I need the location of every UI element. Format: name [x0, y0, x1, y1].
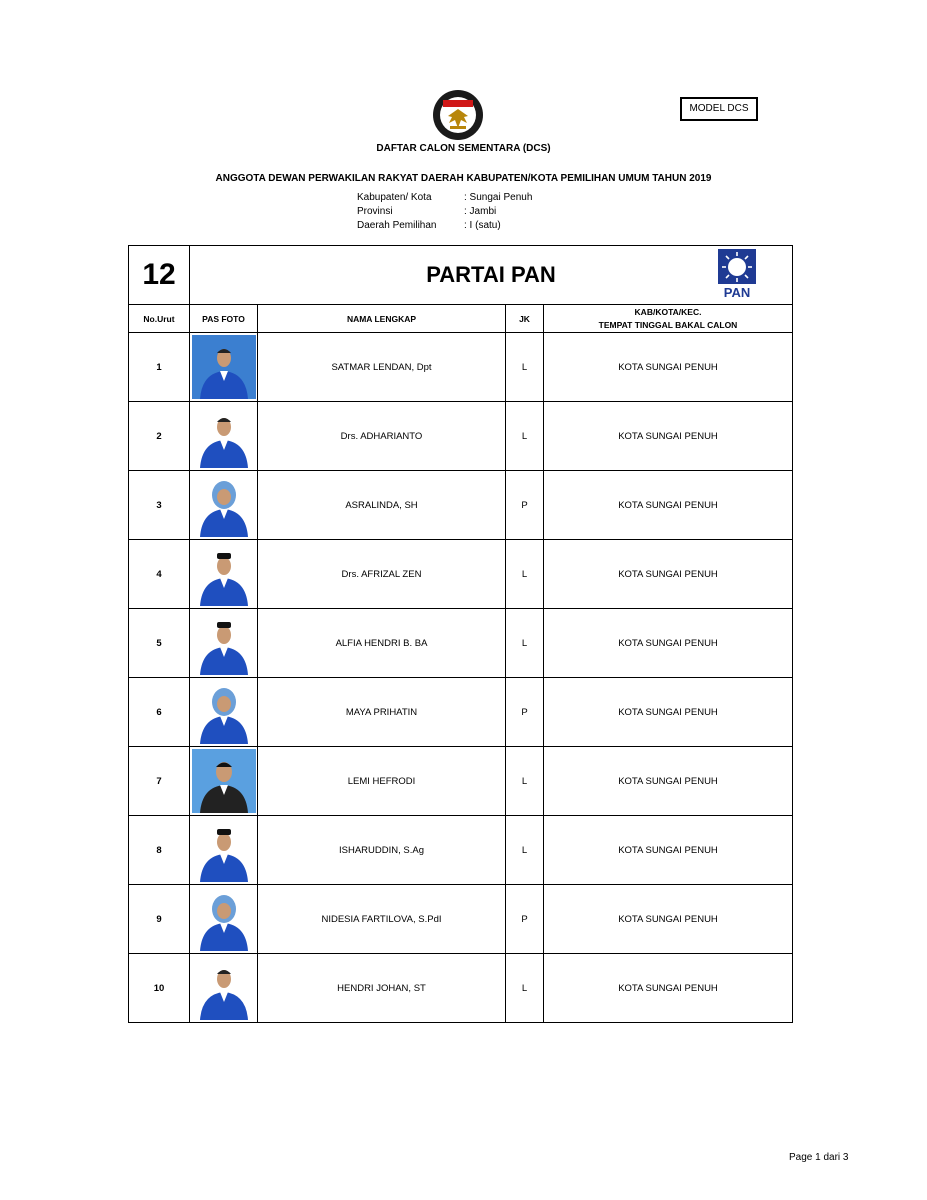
meta-label: Provinsi — [357, 206, 393, 217]
table-row — [129, 402, 793, 471]
column-header-row — [129, 305, 793, 333]
candidate-photo-cell — [190, 678, 258, 747]
region-info — [357, 191, 532, 233]
kpu-logo — [432, 88, 484, 142]
col-header-name: NAMA LENGKAP — [258, 305, 506, 333]
candidate-photo-cell — [190, 540, 258, 609]
candidate-gender: L — [506, 954, 544, 1023]
candidate-residence: KOTA SUNGAI PENUH — [544, 954, 793, 1023]
candidate-number: 3 — [129, 471, 190, 540]
candidate-number: 8 — [129, 816, 190, 885]
table-row — [129, 678, 793, 747]
candidate-residence: KOTA SUNGAI PENUH — [544, 747, 793, 816]
candidate-photo-cell — [190, 885, 258, 954]
candidate-gender: L — [506, 816, 544, 885]
candidate-number: 10 — [129, 954, 190, 1023]
candidate-number: 4 — [129, 540, 190, 609]
col-header-no: No.Urut — [129, 305, 190, 333]
table-row — [129, 816, 793, 885]
candidate-table — [128, 245, 793, 1023]
col-header-place — [544, 305, 793, 333]
candidate-number: 6 — [129, 678, 190, 747]
candidate-name: ISHARUDDIN, S.Ag — [258, 816, 506, 885]
candidate-name: SATMAR LENDAN, Dpt — [258, 333, 506, 402]
candidate-residence: KOTA SUNGAI PENUH — [544, 609, 793, 678]
candidate-gender: L — [506, 747, 544, 816]
party-number: 12 — [129, 246, 190, 305]
candidate-gender: P — [506, 678, 544, 747]
candidate-photo — [190, 333, 257, 401]
candidate-photo — [190, 885, 257, 953]
table-row — [129, 471, 793, 540]
candidate-residence: KOTA SUNGAI PENUH — [544, 816, 793, 885]
table-row — [129, 885, 793, 954]
candidate-photo — [190, 471, 257, 539]
candidate-photo — [190, 402, 257, 470]
col-header-place-line2: TEMPAT TINGGAL BAKAL CALON — [598, 319, 738, 330]
party-header-row — [129, 246, 793, 305]
table-row — [129, 333, 793, 402]
pan-logo-text: PAN — [723, 285, 751, 300]
candidate-name: LEMI HEFRODI — [258, 747, 506, 816]
candidate-number: 9 — [129, 885, 190, 954]
candidate-photo — [190, 954, 257, 1022]
candidate-name: HENDRI JOHAN, ST — [258, 954, 506, 1023]
table-row — [129, 747, 793, 816]
candidate-number: 5 — [129, 609, 190, 678]
candidate-name: MAYA PRIHATIN — [258, 678, 506, 747]
document-title: DAFTAR CALON SEMENTARA (DCS) — [376, 143, 551, 154]
candidate-name: Drs. AFRIZAL ZEN — [258, 540, 506, 609]
party-name: PARTAI PAN — [426, 262, 556, 287]
candidate-photo-cell — [190, 402, 258, 471]
page-number: Page 1 dari 3 — [789, 1152, 849, 1163]
candidate-residence: KOTA SUNGAI PENUH — [544, 402, 793, 471]
col-header-photo: PAS FOTO — [190, 305, 258, 333]
meta-value: : Sungai Penuh — [464, 192, 533, 203]
meta-label: Daerah Pemilihan — [357, 220, 437, 231]
candidate-photo — [190, 816, 257, 884]
candidate-residence: KOTA SUNGAI PENUH — [544, 471, 793, 540]
candidate-gender: P — [506, 885, 544, 954]
meta-value: : I (satu) — [464, 220, 501, 231]
col-header-jk: JK — [506, 305, 544, 333]
candidate-gender: L — [506, 540, 544, 609]
candidate-residence: KOTA SUNGAI PENUH — [544, 678, 793, 747]
candidate-name: NIDESIA FARTILOVA, S.PdI — [258, 885, 506, 954]
meta-label: Kabupaten/ Kota — [357, 192, 432, 203]
meta-value: : Jambi — [464, 206, 497, 217]
candidate-photo-cell — [190, 609, 258, 678]
candidate-gender: L — [506, 402, 544, 471]
col-header-place-line1: KAB/KOTA/KEC. — [634, 306, 702, 317]
candidate-photo-cell — [190, 747, 258, 816]
candidate-residence: KOTA SUNGAI PENUH — [544, 885, 793, 954]
candidate-rows — [129, 333, 793, 1023]
table-row — [129, 954, 793, 1023]
model-label: MODEL DCS — [680, 97, 758, 121]
candidate-name: ASRALINDA, SH — [258, 471, 506, 540]
candidate-photo-cell — [190, 471, 258, 540]
candidate-number: 2 — [129, 402, 190, 471]
candidate-residence: KOTA SUNGAI PENUH — [544, 540, 793, 609]
candidate-photo — [190, 678, 257, 746]
candidate-name: Drs. ADHARIANTO — [258, 402, 506, 471]
candidate-residence: KOTA SUNGAI PENUH — [544, 333, 793, 402]
pan-logo — [718, 249, 756, 301]
candidate-photo-cell — [190, 954, 258, 1023]
candidate-photo — [190, 540, 257, 608]
party-name-cell — [190, 246, 793, 305]
candidate-gender: L — [506, 333, 544, 402]
candidate-number: 1 — [129, 333, 190, 402]
candidate-gender: L — [506, 609, 544, 678]
candidate-photo-cell — [190, 333, 258, 402]
candidate-photo — [190, 609, 257, 677]
meta-row-provinsi — [357, 205, 532, 219]
candidate-name: ALFIA HENDRI B. BA — [258, 609, 506, 678]
document-subtitle: ANGGOTA DEWAN PERWAKILAN RAKYAT DAERAH KABUPATEN/KOTA PEMILIHAN UMUM TAHUN 2019 — [215, 173, 712, 184]
meta-row-kabupaten — [357, 191, 532, 205]
meta-row-dapil — [357, 219, 532, 233]
candidate-photo — [190, 747, 257, 815]
table-row — [129, 609, 793, 678]
candidate-photo-cell — [190, 816, 258, 885]
table-row — [129, 540, 793, 609]
candidate-number: 7 — [129, 747, 190, 816]
candidate-gender: P — [506, 471, 544, 540]
